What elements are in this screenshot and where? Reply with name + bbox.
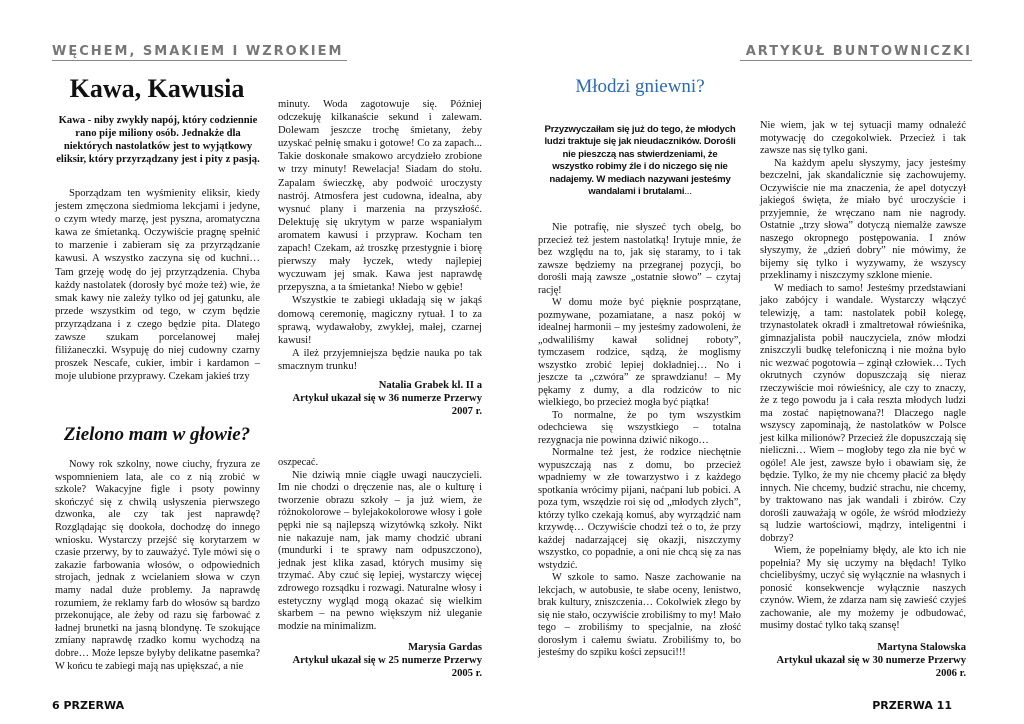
page-number-left: 6 PRZERWA [52, 699, 125, 712]
paragraph: W szkole to samo. Nasze zachowanie na lekcjach, w autobusie, te słabe oceny, lenistwo, brak kultury, zniszczenia… Cokolwiek złego by się nie stało, oczywiście zrobiliśmy to my! Mało tego – zrobiliśmy to specjalnie, na złość dorosłym i całemu światu. Zrobiliśmy to, bo jesteśmy do szpiku kości zepsuci!!! [538, 572, 741, 658]
article-column-kawa-1 [55, 187, 260, 383]
paragraph: oszpecać. [278, 457, 319, 468]
lead-text: Przyzwyczaiłam się już do tego, że młodych ludzi traktuje się jak nieudaczników. Dorośli nie pieszczą nas stwierdzeniami, że wszystko robimy źle i do niczego się nie nadajemy. W mediach nazywani jesteśmy wandalami i brutalami [544, 124, 736, 198]
article-column-zielono-1 [55, 459, 260, 673]
paragraph: minuty. Woda zagotowuje się. Później odczekuję kilkanaście sekund i zalewam. Dolewam jeszcze trochę śmietany, żeby uzyskać pełnię smaku i gotowe! Co za zapach... Takie doskonałe smakowo arcydzieło zrobione w trzy minuty! Rewelacja! Siadam do stołu. Zapalam świeczkę, aby podwoić uroczysty nastrój. Atmosfera jest cudowna, idealna, aby wysnuć plany i marzenia na przyszłość. Delektuję się ukrytym w parze wspaniałym aromatem kawusi i przypraw. Kocham ten zapach! Czekam, aż troszkę przestygnie i biorę pierwszy mały łyczek, wtedy najlepiej wyczuwam jej smak. Kawa jest naprawdę przepyszna, a ta śmietanka! Niebo w gębie! [278, 99, 482, 294]
paragraph: W mediach to samo! Jesteśmy przedstawiani jako zabójcy i wandale. Wystarczy włączyć telewizję, a tam: nastolatek pobił kolegę, trzynastolatek okradł i zmaltretował rówieśnika, gimnazjalista pobił nauczyciela, znów młodzi zniszczyli budkę telefoniczną i nie można było nic wezwać pogotowia – zginął człowiek… Tych okrutnych czynów dopuszczają się nieraz rzeczywiście moi rówieśnicy, ale czy to znaczy, że z tego powodu ja i cała reszta młodych ludzi ma zostać napiętnowana?! Dlaczego nagle wszyscy zapominają, że nastolatków w Polsce jest kilka milionów? Przecież źle dopuszczają się nieliczni… Wiem – mogłoby tego zła nie być w ogóle! Ale jest, zawsze było i obawiam się, że będzie. Tylko, że my nie chcemy płacić za błędy innych. Nie chcemy, budzić strachu, nie chcemy, by traktowano nas jak wandali i zbirów. Czy dorośli zauważają w ogóle, że wśród młodzieży są ludzie wartościowi, mądrzy, inteligentni i dobrzy? [760, 282, 966, 544]
article-lead-mlodzi [541, 124, 739, 198]
header-rule-left [52, 60, 347, 61]
article-column-kawa-2 [278, 98, 482, 418]
article-lead-kawa: Kawa - niby zwykły napój, który codziennie rano pije miliony osób. Jednakże dla niektórych nastolatków jest to wyjątkowy eliksir, który przyrządzany jest i pity z pasją. [56, 115, 260, 165]
article-column-mlodzi-1 [538, 222, 741, 660]
publication-note-kawa: Artykuł ukazał się w 36 numerze Przerwy 2007 r. [292, 392, 482, 417]
article-title-zielono: Zielono mam w głowie? [63, 424, 251, 445]
paragraph: Nie potrafię, nie słyszeć tych obelg, bo przecież też jestem nastolatką! Irytuje mnie, że bez względu na to, jak się staramy, to i tak zawsze będziemy na przegranej pozycji, bo dorośli mają zawsze „ostatnie słowo” – czytaj rację! [538, 222, 741, 296]
paragraph: Nowy rok szkolny, nowe ciuchy, fryzura ze wspomnieniem lata, ale co z nią zrobić w szkole? Wakacyjne figle i psoty powinny skończyć się z chwilą usłyszenia pierwszego dzwonka, ale czy tak jest naprawdę? Rozglądając się dookoła, dochodzę do innego wniosku. Wystarczy przejść się korytarzem w czasie przerwy, by to zauważyć. Tyle mówi się o zakazie farbowania włosów, o odpowiednich strojach, jednak z wcielaniem słowa w czyn mamy nadal duże problemy. Ja naprawdę rozumiem, że reklamy farb do włosów są bardzo przekonujące, ale żeby od razu się farbować z ładnej brunetki na jasną blondynę. Te szokujące zmiany naprawdę rzadko komu wychodzą na dobre… Może lepsze byłyby delikatne pasemka? W końcu te zabiegi mają nas upiększać, a nie [55, 459, 260, 672]
article-column-zielono-2 [278, 457, 482, 680]
paragraph: Normalne też jest, że rodzice niechętnie wypuszczają nas z domu, bo przecież wpadniemy w złe towarzystwo i z każdego spotkania wrócimy pijani, naćpani lub pobici. A poza tym, wszędzie roi się od „młodych złych”, którzy tylko czekają komuś, aby wyrządzić nam krzywdę… Oczywiście chodzi też o to, że przy każdej nadarzającej się okazji, niszczymy wszystko, co popadnie, a oni nie chcą się za nas wstydzić. [538, 447, 741, 571]
paragraph: Wszystkie te zabiegi układają się w jakąś domową ceremonię, magiczny rytuał. I to za sprawą, wydawałoby, zwykłej, małej, czarnej kawusi! [278, 295, 482, 346]
publication-note-mlodzi: Artykuł ukazał się w 30 numerze Przerwy 2006 r. [776, 654, 966, 679]
paragraph: Wiem, że popełniamy błędy, ale kto ich nie popełnia? My się uczymy na błędach! Tylko chcielibyśmy, uczyć się wyłącznie na własnych i ponosić konsekwencje wyłącznie naszych czynów. Wiem, że zdarza nam się zawieść czyjeś zachowanie, ale my możemy je odbudować, musimy dostać tylko taką szansę! [760, 545, 966, 631]
publication-note-zielono: Artykuł ukazał się w 25 numerze Przerwy 2005 r. [292, 655, 482, 680]
paragraph: W domu może być pięknie posprzątane, pozmywane, pozamiatane, a nasz pokój w idealnej harmonii – my jesteśmy zadowoleni, że „odwaliliśmy kawał solidnej roboty”, tymczasem rodzice, sądzą, że moglismy wszystko zrobić lepiej dokładniej… No i jeszcze ta „czwóra” ze sprawdzianu! – My pękamy z dumy, a dla rodziców to nic wielkiego, bo przecież mogła być piątka! [538, 297, 741, 408]
article-column-mlodzi-2 [760, 120, 966, 680]
lead-ellipsis: ... [684, 186, 692, 198]
paragraph: Sporządzam ten wyśmienity eliksir, kiedy jestem zmęczona siedmioma lekcjami i jedyne, o czym wtedy marzę, jest pyszna, aromatyczna kawa ze śmietanką. Oczywiście pragnę spełnić to marzenie i zabieram się za przyrządzanie kawusi. A wszystko zaczyna się od kuchni… Tam grzeję wodę do jej przyrządzenia. Chyba każdy nastolatek (dorosły być może też) wie, że smak kawy nie zależy tylko od jej gatunku, ale przede wszystkim od tego, w czym będzie przyrządzana i z czego będzie pita. Dlatego zawsze szukam porcelanowej małej filiżaneczki. Wsypuję do niej cudowny czarny proszek Nescafe, cukier, imbir i kardamon – moje ulubione przyprawy. Czekam jakieś trzy [55, 188, 260, 383]
author-zielono: Marysia Gardas [408, 642, 482, 654]
paragraph: Na każdym apelu słyszymy, jacy jesteśmy bezczelni, jak skandalicznie się zachowujemy. Oczywiście nie ma znaczenia, że apel dotyczył jakiegoś święta, że miało być uroczyście i przyjemnie, że wręczano nam nie nagrody. Ostatnie „trzy słowa” dotyczą niemalże zawsze naszego okropnego postępowania. I znów słyszymy, że „dzień dobry” nie mówimy, że bijemy się tylko i wyzywamy, że wszyscy przeklinamy i niszczymy szklone mienie. [760, 157, 966, 281]
page-number-right: PRZERWA 11 [872, 699, 952, 712]
article-title-kawa: Kawa, Kawusia [69, 74, 245, 103]
paragraph: To normalne, że po tym wszystkim odechciewa się wszystkiego – totalna rezygnacja nie powinna dziwić nikogo… [538, 409, 741, 446]
header-rule-right [740, 60, 972, 61]
author-kawa: Natalia Grabek kl. II a [378, 379, 482, 391]
article-title-mlodzi: Młodzi gniewni? [575, 76, 705, 97]
section-header-left: WĘCHEM, SMAKIEM I WZROKIEM [52, 44, 344, 59]
paragraph: Nie wiem, jak w tej sytuacji mamy odnaleźć motywację do czegokolwiek. Przecież i tak zawsze nas się tylko gani. [760, 120, 966, 156]
section-header-right: ARTYKUŁ BUNTOWNICZKI [745, 44, 972, 59]
author-mlodzi: Martyna Stalowska [877, 641, 966, 653]
paragraph: A ileż przyjemniejsza będzie nauka po tak smacznym trunku! [278, 347, 482, 372]
paragraph: Nie dziwią mnie ciągłe uwagi nauczycieli. Im nie chodzi o dręczenie nas, ale o kulturę i tworzenie obrazu szkoły – ja już wiem, że różnokolorowe – bylejakokolorowe włosy i gołe pępki nie są najlepszą wizytówką szkoły. Nikt nie nakazuje nam, jak mamy chodzić ubrani (mundurki i te sprawy nam odpuszczono), jednak jest klika zasad, których musimy się trzymać. Aby czuć się lepiej, wystarczy więcej zdrowego rozsądku i rozwagi. Naturalne włosy i estetyczny wygląd mogą okazać się wielkim skarbem – na pewno większym niż uleganie modzie na minimalizm. [278, 469, 482, 632]
